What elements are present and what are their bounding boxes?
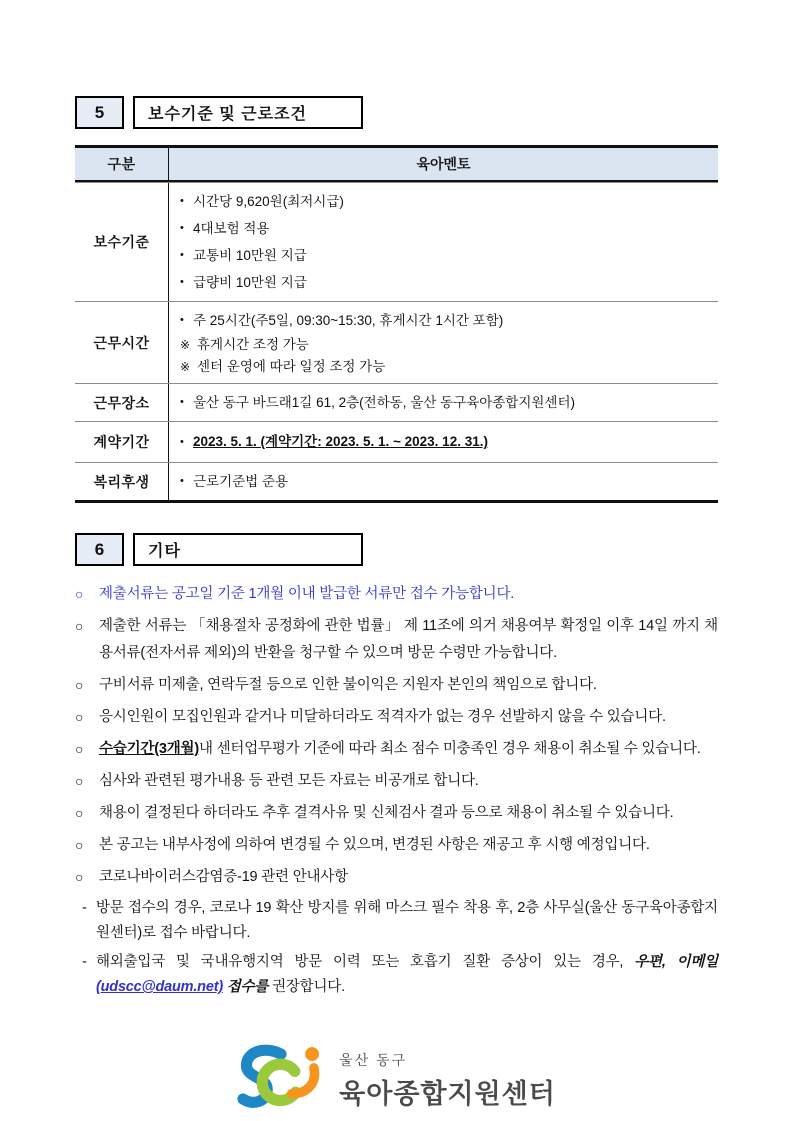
section-6-number: 6	[75, 533, 124, 566]
bullet-icon: •	[180, 276, 184, 288]
table-row-place	[75, 383, 718, 421]
place-line-1: 울산 동구 바드래1길 61, 2층(전하동, 울산 동구육아종합지원센터)	[193, 395, 576, 410]
row-content-welfare	[168, 463, 718, 500]
row-content-place	[168, 384, 718, 421]
bullet-icon: •	[180, 436, 184, 448]
note-text: 제출한 서류는 「채용절차 공정화에 관한 법률」 제 11조에 의거 채용여부 확정일 이후 14일 까지 채용서류(전자서류 제외)의 반환을 청구할 수 있으며 방문 수령만 가능합니다.	[99, 618, 718, 661]
note-text: 코로나바이러스감염증-19 관련 안내사항	[99, 869, 348, 885]
note-text: 채용이 결정된다 하더라도 추후 결격사유 및 신체검사 결과 등으로 채용이 취소될 수 있습니다.	[99, 805, 674, 821]
bullet-icon: •	[180, 475, 184, 487]
table-header-row	[75, 148, 718, 182]
section-5-title: 보수기준 및 근로조건	[133, 96, 363, 129]
row-label-hours: 근무시간	[93, 334, 150, 351]
subnote-text-pre: 해외출입국 및 국내유행지역 방문 이력 또는 호흡기 질환 증상이 있는 경우,	[96, 954, 624, 970]
note-item	[75, 672, 718, 699]
bullet-icon: •	[180, 314, 184, 326]
section-5-number: 5	[75, 96, 124, 129]
subnote-emphasis: 접수를	[226, 979, 269, 995]
subnote-item	[82, 950, 718, 1000]
note-text: 심사와 관련된 평가내용 등 관련 모든 자료는 비공개로 합니다.	[99, 773, 479, 789]
note-emphasis: 수습기간(3개월)	[99, 741, 199, 757]
logo-region-text: 울산 동구	[339, 1051, 408, 1068]
subnote-text-post: 권장합니다.	[272, 979, 345, 995]
subnote-text: 방문 접수의 경우, 코로나 19 확산 방지를 위해 마스크 필수 착용 후, 2층 사무실(울산 동구육아종합지원센터)로 접수 바랍니다.	[96, 900, 718, 941]
logo-org-name: 육아종합지원센터	[339, 1078, 556, 1109]
circle-bullet-icon: ○	[75, 586, 84, 602]
section-6-header	[75, 533, 718, 566]
note-text-rest: 내 센터업무평가 기준에 따라 최소 점수 미충족인 경우 채용이 취소될 수 있습니다.	[198, 741, 701, 757]
note-item	[75, 581, 718, 608]
pay-line-2: 4대보험 적용	[193, 221, 270, 236]
note-item	[75, 768, 718, 795]
note-item	[75, 832, 718, 859]
section-6-title: 기타	[133, 533, 363, 566]
circle-bullet-icon: ○	[75, 869, 84, 885]
note-text	[99, 736, 718, 763]
pay-line-3: 교통비 10만원 지급	[193, 248, 307, 263]
notes-list	[75, 581, 718, 1000]
table-row-hours	[75, 301, 718, 383]
org-logo	[75, 1042, 718, 1118]
contract-line-1: 2023. 5. 1. (계약기간: 2023. 5. 1. ~ 2023. 12. 31.)	[193, 434, 488, 449]
pay-line-1: 시간당 9,620원(최저시급)	[193, 194, 344, 209]
circle-bullet-icon: ○	[75, 709, 84, 725]
bullet-icon: •	[180, 222, 184, 234]
bullet-icon: •	[180, 249, 184, 261]
hours-line-1: 주 25시간(주5일, 09:30~15:30, 휴게시간 1시간 포함)	[193, 313, 504, 328]
table-row-contract	[75, 421, 718, 462]
conditions-table	[75, 145, 718, 503]
dash-bullet-icon: -	[82, 954, 87, 970]
note-item	[75, 800, 718, 827]
welfare-line-1: 근로기준법 준용	[193, 474, 289, 489]
subnote-emphasis: 우편, 이메일	[634, 954, 718, 970]
circle-bullet-icon: ○	[75, 677, 84, 693]
circle-bullet-icon: ○	[75, 741, 84, 757]
circle-bullet-icon: ○	[75, 618, 84, 634]
reference-mark-icon: ※	[180, 338, 191, 352]
hours-ref-1: 휴게시간 조정 가능	[197, 337, 309, 352]
email-link[interactable]: (udscc@daum.net)	[96, 979, 223, 995]
reference-mark-icon: ※	[180, 360, 191, 374]
note-item	[75, 736, 718, 763]
note-text: 응시인원이 모집인원과 같거나 미달하더라도 적격자가 없는 경우 선발하지 않을 수 있습니다.	[99, 709, 666, 725]
note-item	[75, 864, 718, 891]
row-content-pay	[168, 183, 718, 301]
note-text: 구비서류 미제출, 연락두절 등으로 인한 불이익은 지원자 본인의 책임으로 합니다.	[99, 677, 597, 693]
row-label-pay: 보수기준	[93, 234, 150, 250]
note-text: 제출서류는 공고일 기준 1개월 이내 발급한 서류만 접수 가능합니다.	[99, 586, 515, 602]
table-header-category: 구분	[107, 156, 136, 172]
circle-bullet-icon: ○	[75, 837, 84, 853]
logo-text	[339, 1050, 556, 1111]
circle-bullet-icon: ○	[75, 805, 84, 821]
pay-line-4: 급량비 10만원 지급	[193, 275, 307, 290]
table-row-pay	[75, 182, 718, 301]
note-item	[75, 613, 718, 667]
row-label-contract: 계약기간	[93, 434, 150, 450]
circle-bullet-icon: ○	[75, 773, 84, 789]
subnote-item	[82, 896, 718, 946]
section-5-header	[75, 96, 718, 129]
row-label-welfare: 복리후생	[93, 473, 150, 490]
table-header-mentor: 육아멘토	[168, 148, 718, 180]
table-row-welfare	[75, 462, 718, 500]
dash-bullet-icon: -	[82, 900, 87, 916]
bullet-icon: •	[180, 195, 184, 207]
hours-ref-2: 센터 운영에 따라 일정 조정 가능	[197, 359, 386, 374]
row-label-place: 근무장소	[93, 394, 150, 411]
row-content-contract	[168, 422, 718, 462]
bullet-icon: •	[180, 396, 184, 408]
subnote-text	[96, 950, 718, 1000]
note-text: 본 공고는 내부사정에 의하여 변경될 수 있으며, 변경된 사항은 재공고 후 시행 예정입니다.	[99, 837, 650, 853]
note-item	[75, 704, 718, 731]
sci-swoosh-mark-icon	[237, 1042, 325, 1118]
row-content-hours	[168, 302, 718, 383]
